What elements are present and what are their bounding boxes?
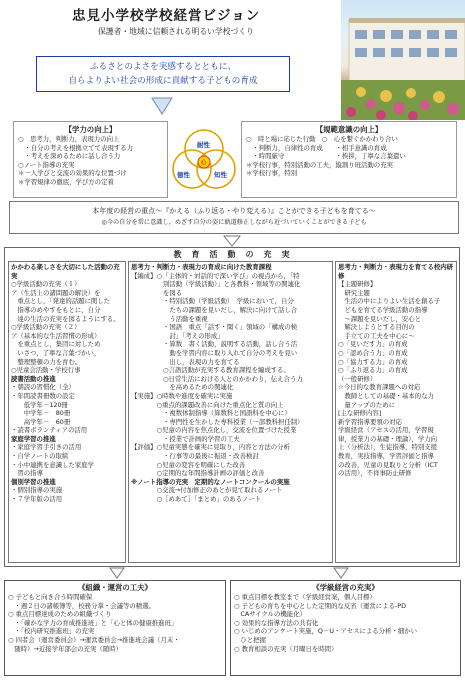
col2-line: ○言語活動が充実する教育課程を編成する。 (131, 366, 290, 375)
col3-line: ○「見いだす力」の育成 (338, 340, 408, 349)
diagram-label-right: 知性 (214, 171, 227, 179)
academic-line: ・考えを深めるために話し合う力 (18, 152, 121, 161)
norms-line: ・時間厳守 ・挨拶，丁寧な言葉遣い (246, 152, 406, 161)
column-training (335, 261, 457, 563)
col3-line: ○「ふり返る力」の育成 (338, 366, 408, 375)
col1-line: 達の生活の充実を図るようにする。 (11, 314, 120, 323)
col2-line: ・算数 書く活動，説明する活動，話し合う活 (131, 340, 298, 349)
org-line: 随時）→近接学年部会の充実（随時） (8, 644, 122, 653)
class-management-box (230, 580, 461, 676)
col2-line: ○定期的な年間指導計画の評価と改善 (131, 469, 265, 478)
academic-line: ＊一人学びと交流の効果的な位置づけ (18, 169, 127, 178)
column-curriculum (128, 261, 333, 563)
norms-line: ＊学校行事，特別活動の工夫，縦割り班活動の充実 (246, 160, 393, 169)
col3-line: 研究主題 (338, 288, 370, 297)
col2-line: ○重点的課題改善に向けた重点化と質の向上 (131, 400, 284, 409)
col1-line: 低学年－120冊 (11, 400, 68, 409)
col3-line: 量アップのために (338, 400, 396, 409)
col2-line: ・行事等の最後に振返・改善検討 (131, 452, 259, 461)
page-subtitle: 保護者・地域に信頼される明るい学校づくり (98, 27, 254, 36)
col3-line: ○「協力する力」の育成 (338, 357, 408, 366)
col2-line: 【実施】○時数や進度を確実に実施 (131, 391, 233, 400)
column-activities (8, 261, 126, 563)
col1-subhead: 家庭学習の推進 (11, 434, 56, 443)
column-header: 思考力・判断力・表現力を育てる校内研修 (338, 263, 454, 280)
col3-line: の活用），不祥事防止研修 (338, 469, 412, 478)
col3-line: ☆今日的な教育課題への対応 (338, 383, 421, 392)
academic-line: ・自分の考えを根拠立てて表現する力 (18, 143, 134, 152)
col3-line: 上（分析法），生徒指導，特別支援 (338, 443, 438, 452)
mgmt-line: ひと把握 (234, 635, 266, 644)
col1-line: ・朝読の習慣化（全） (11, 383, 75, 392)
column-header: かかわる楽しさを大切にした活動の充実 (11, 263, 120, 280)
col1-subhead: 読書活動の推進 (11, 374, 56, 383)
col1-line: ・家庭学習手引きの活用 (11, 443, 82, 452)
col2-line: ○児童の内容を焦点化し，交流を位置づけた授業 (131, 426, 297, 435)
col2-line: 【評価】○児童実態を確実に見取り，内容と方法の分析 (131, 443, 290, 452)
school-photo-illustration (341, 0, 465, 120)
col1-line: ・読書ボランティアの活用 (11, 426, 88, 435)
org-line: ・「校内研究推進班」の充実 (8, 627, 95, 636)
mgmt-line: CAサイクルの機能化） (234, 610, 306, 619)
annual-focus-box (9, 201, 459, 234)
col3-line: 解決しようとする目的の (338, 323, 415, 332)
down-arrow-icon (108, 567, 126, 579)
col3-line: 教師としての基礎・基本的な力 (338, 391, 434, 400)
norms-line: ＊学校行事，特別 (246, 169, 298, 178)
norms-line: ・判断力，自律性の育成 ・相手意識の育成 (246, 143, 387, 152)
organization-management-box (4, 580, 226, 676)
col2-line: う活動を重視 (131, 314, 208, 323)
col2-line: 動を学習内容に取り入れて自分の考えを見い (131, 348, 298, 357)
col1-line: を重点とし，集団に対しため (11, 340, 101, 349)
col1-line: 重点とし，「発達的話題に関した (11, 297, 111, 306)
col1-line: ○学級活動の充実（２） (11, 323, 81, 332)
down-arrow-icon (222, 235, 242, 247)
col2-line: ・授業で計画的学習の工夫 (131, 434, 240, 443)
col3-line: 【主題研修】 (338, 280, 377, 289)
col3-line: 学級経営（アセスの活用，学習規 (338, 426, 434, 435)
academic-line: ＊学習規律の徹底，学び方の定着 (18, 177, 114, 186)
mgmt-title: 《学級経営の充実》 (312, 583, 379, 592)
norms-line: ○ 時と場に応じた行動 ○ 心を繋ぐかかわり合い (246, 135, 398, 143)
mgmt-line: ○ いじめのアンケート実施，Q－U・アセスによる分析・細かい (234, 627, 418, 636)
col2-line: 出し，表現の力を育てる (131, 357, 240, 366)
school-building-photo (341, 0, 465, 120)
col3-line: （一般研修） (338, 374, 377, 383)
academic-line: ○ノート指導の充実 (18, 160, 75, 169)
col2-line: ・専門性を生かした専科授業（一部教科担任制） (131, 417, 304, 426)
col3-line: 律，授業力の基礎・理論），学力向 (338, 434, 438, 443)
org-line: ○ 四者会（運営委員会）→運営委員会→推進班会議（月末・ (8, 635, 180, 644)
col1-line: いさつ，了寧な言葉づかい， (11, 348, 101, 357)
org-line: ○ 重点目標達成のための組織づくり (8, 610, 112, 619)
col1-line: ○学級活動の充実（１） (11, 280, 81, 289)
diagram-label-top: 耐性 (197, 141, 210, 149)
col2-line: たちの課題を見いだし，解決に向けて話し合 (131, 305, 298, 314)
col2-line: を図る (131, 288, 183, 297)
col1-line: 整理整頓の力を育む。 (11, 357, 82, 366)
col3-line: ～課題を見いだし，安心と (338, 314, 422, 323)
org-line: ・「確かな学力の育成推進班」と「心と体の健康推進班」 (8, 618, 178, 627)
org-title: 《組織・運営の工夫》 (78, 583, 152, 592)
col2-line: 別活動（学級活動）」と各教科・領域等の関連化 (131, 280, 301, 289)
col2-line: ・特別活動（学級活動） 学級において，自分 (131, 297, 294, 306)
mgmt-line: ○ 子どもの育ちを中心とした定期的な反省（運営による-PD (234, 601, 407, 610)
diagram-label-center: 心 (201, 160, 207, 166)
col1-line: 高学年－ 60冊 (11, 417, 71, 426)
col3-line: どもを育てる学級活動の指導 (338, 305, 428, 314)
col3-line: 生活の中によりよい生活を創る子 (338, 297, 441, 306)
col3-line: 教育，実技指導，学習評価と指導 (338, 452, 434, 461)
col2-line: ※ノート指導の充実 定期的なノートコンクールの実施 (131, 477, 290, 486)
col2-line: ○日常生活における人とのかかわり，伝え合う力 (131, 374, 303, 383)
education-title: 教 育 活 動 の 充 実 (173, 250, 291, 259)
col1-line: ・小中連携を意識した家庭学 (11, 460, 95, 469)
col1-line: ア（生活上の諸問題の解決）を (11, 288, 101, 297)
col1-line: 指導のめやすをもとに，自分 (11, 305, 101, 314)
col1-line: 中学年－ 80冊 (11, 409, 71, 418)
page-title: 忠見小学校学校経営ビジョン (72, 8, 261, 24)
col3-line: [主な研修内容] (338, 409, 382, 418)
col1-line: ・個別指導の実施 (11, 486, 63, 495)
col1-line: ・自学ノートの取組 (11, 452, 69, 461)
academic-line: ○ 思考力，判断力，表現力の向上 (18, 135, 120, 143)
col2-line: を高めるための関連化 (131, 383, 234, 392)
col2-line: ・国語 重点「話す・聞く」領域の「構成の検 (131, 323, 298, 332)
col3-line: ○「認め合う力」の育成 (338, 348, 408, 357)
mgmt-line: ○ 重点目標を教室まで（学級経営案，個人目標） (234, 593, 376, 601)
column-header: 思考力・判断力・表現力の育成に向けた教育課程 (131, 263, 272, 271)
down-arrow-icon (332, 567, 350, 579)
vision-line-1: ふるさとのよさを実感するとともに、 (89, 62, 237, 72)
col3-line: の改善，児童の見取りと分析（ICT (338, 460, 438, 469)
col3-line: 手立ての工夫を中心に～ (338, 331, 415, 340)
org-line: ○ 子どもと向き合う時間確保 (8, 593, 93, 601)
down-arrow-icon (150, 94, 174, 118)
norm-awareness-box (241, 121, 457, 198)
academic-title: 【学力の向上】 (64, 125, 117, 134)
col1-line: 習の指導 (11, 469, 43, 478)
col2-line: ○交流→付加修正のあとが見て取れるノート (131, 486, 283, 495)
mgmt-line: ○ 効果的な指導方法の共有化 (234, 618, 319, 627)
focus-line-2: ◎今の自分を常に意識し，めざす自分の姿に軌道修正しながら近づいていくことができる子ども (101, 219, 367, 226)
col1-line: ・７学年版の活用 (11, 495, 63, 504)
norms-title: 【規範意識の向上】 (315, 125, 383, 134)
col1-line: ・年間読書冊数の設定 (11, 391, 75, 400)
col2-line: 【編成】○「主体的・対話的で深い学び」の視点から，「特 (131, 271, 300, 280)
diagram-label-left: 徳性 (177, 171, 190, 179)
focus-line-1: 本年度の経営の重点～『かえる（ふり返る・やり変える）』ことができる子どもを育てる～ (92, 207, 376, 215)
col1-subhead: 個別学習の推進 (11, 477, 56, 486)
col2-line: ・複数体制指導（算数科と国語科を中心に） (131, 409, 291, 418)
mgmt-line: ○ 教育相談の充実（月曜日を時間） (234, 644, 338, 653)
col2-line: 討」「考えの形成」 (131, 331, 224, 340)
col1-line: ○児童会活動・学校行事 (11, 366, 81, 375)
school-vision-box (36, 56, 290, 92)
col3-line: 新学習指導要領の対応 (338, 417, 402, 426)
org-line: ・週２日の諸帳簿等，校務分掌・会議等の精選。 (8, 601, 155, 610)
academic-improvement-box (13, 121, 168, 198)
col2-line: ○児童の変容を明確にした改善 (131, 460, 246, 469)
col1-line: ア（基本的な生活習慣の形成） (11, 331, 101, 340)
col2-line: ○［めあて］「まとめ」のあるノート (131, 495, 261, 504)
vision-line-2: 自らよりよい社会の形成に貢献する子どもの育成 (68, 76, 258, 86)
